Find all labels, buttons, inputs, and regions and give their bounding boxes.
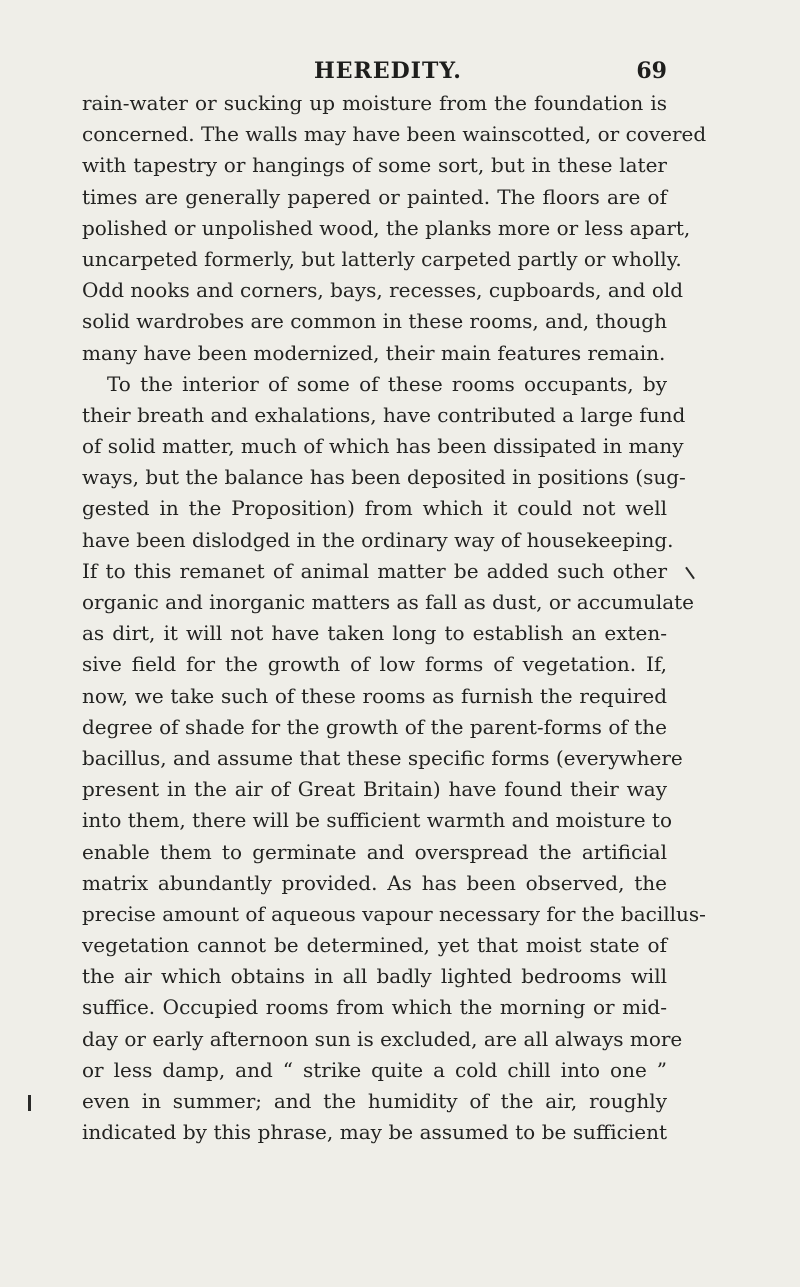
text-line: enable them to germinate and overspread the artificial [82,839,667,864]
text-line: uncarpeted formerly, but latterly carpeted partly or wholly. [82,246,682,271]
text-line: as dirt, it will not have taken long to establish an exten- [82,621,667,646]
text-line: day or early afternoon sun is excluded, are all always more [82,1026,683,1051]
text-line: even in summer; and the humidity of the air, roughly [82,1089,667,1113]
text-line: concerned. The walls may have been wainscotted, or covered [82,122,707,147]
text-line: now, we take such of these rooms as furnish the required [82,683,667,708]
text-line: organic and inorganic matters as fall as dust, or accumulate [82,590,695,614]
body-text [82,88,707,1148]
text-line: gested in the Proposition) from which it could not well [82,496,667,521]
text-line: with tapestry or hangings of some sort, but in these later [82,153,667,178]
text-line: times are generally papered or painted. The floors are of [82,184,667,209]
running-title: HEREDITY. [314,58,462,84]
text-line: many have been modernized, their main features remain. [82,340,666,365]
text-line: degree of shade for the growth of the parent-forms of the [82,714,667,739]
stray-mark [685,567,695,580]
text-line: polished or unpolished wood, the planks more or less apart, [82,215,691,240]
text-line: sive field for the growth of low forms of vegetation. If, [82,652,667,677]
text-line: bacillus, and assume that these specific forms (everywhere [82,745,683,770]
text-line: their breath and exhalations, have contributed a large fund [82,402,686,427]
running-head [82,52,667,86]
text-line: of solid matter, much of which has been dissipated in many [82,434,684,459]
text-line: indicated by this phrase, may be assumed to be sufficient [82,1120,667,1145]
text-line: vegetation cannot be determined, yet that moist state of [82,933,667,958]
text-line: precise amount of aqueous vapour necessary for the bacillus- [82,901,706,926]
text-line: suffice. Occupied rooms from which the morning or mid- [82,995,667,1020]
text-line: ways, but the balance has been deposited in positions (sug- [82,465,686,490]
stray-mark [28,1095,31,1111]
text-line: or less damp, and “ strike quite a cold chill into one ” [82,1057,667,1082]
text-line: present in the air of Great Britain) have found their way [82,777,667,802]
text-line: To the interior of some of these rooms occupants, by [107,371,667,396]
text-line: Odd nooks and corners, bays, recesses, cupboards, and old [82,278,684,303]
text-line: matrix abundantly provided. As has been observed, the [82,870,667,895]
text-line: have been dislodged in the ordinary way of housekeeping. [82,527,674,552]
text-line: solid wardrobes are common in these rooms, and, though [82,309,667,334]
page-number: 69 [636,58,667,84]
text-line: rain-water or sucking up moisture from the foundation is [82,91,667,115]
text-line: into them, there will be sufficient warmth and moisture to [82,808,672,833]
text-line: If to this remanet of animal matter be added such other [82,558,667,583]
text-line: the air which obtains in all badly lighted bedrooms will [82,964,667,989]
